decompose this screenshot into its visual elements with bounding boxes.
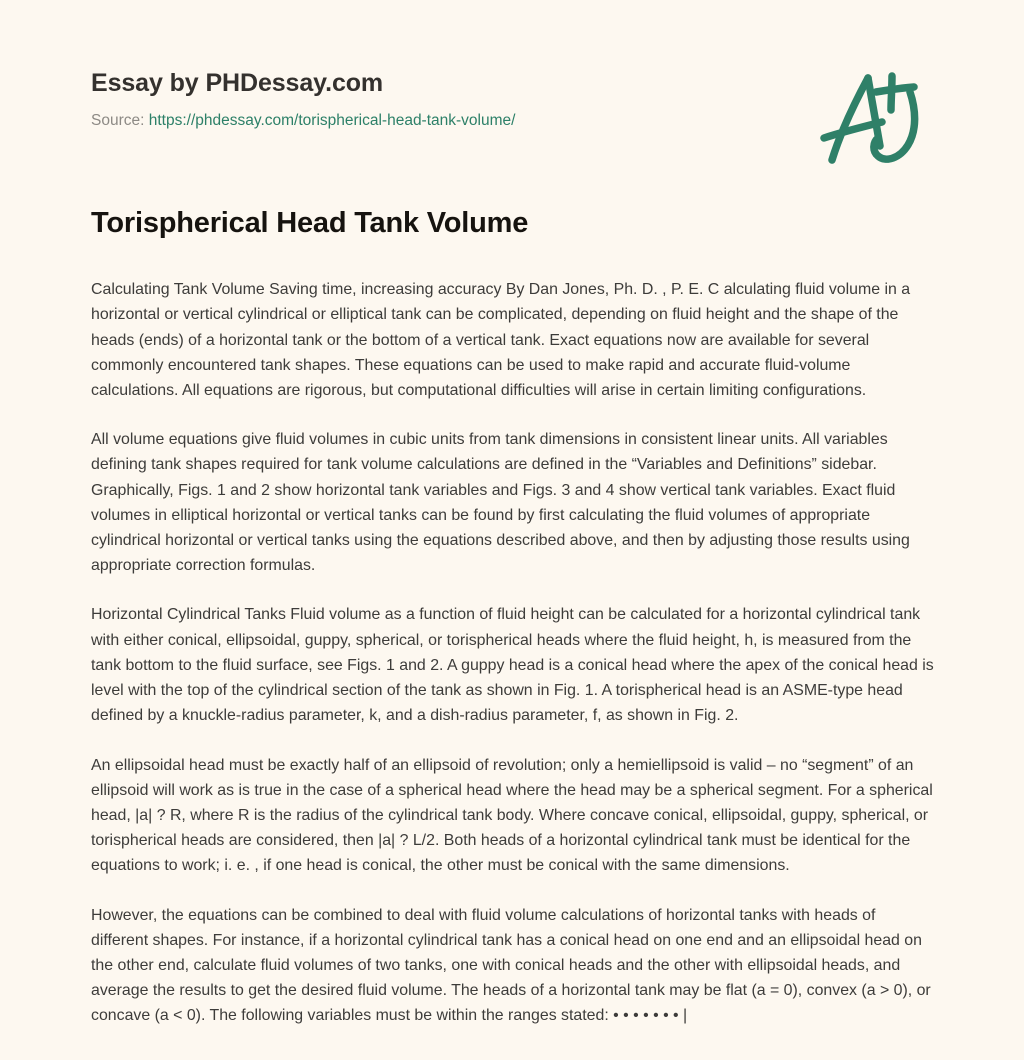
a-plus-logo-icon xyxy=(806,62,928,170)
article-paragraph: An ellipsoidal head must be exactly half of an ellipsoid of revolution; only a hemiellipsoid is valid – no “segment” of an ellipsoid will work as is true in the case of a spherical head where the head may be a spherical segment. For a spherical head, |a| ? R, where R is the radius of the cylindrical tank body. Where concave conical, ellipsoidal, guppy, spherical, or torispherical heads are considered, then |a| ? L/2. Both heads of a horizontal cylindrical tank must be identical for the equations to work; i. e. , if one head is conical, the other must be conical with the same dimensions. xyxy=(91,756,933,875)
brand-title: Essay by PHDessay.com xyxy=(91,69,384,97)
source-label: Source: xyxy=(91,112,145,129)
article-paragraph: Horizontal Cylindrical Tanks Fluid volume as a function of fluid height can be calculated for a horizontal cylindrical tank with either conical, ellipsoidal, guppy, spherical, or torispherical heads where the fluid height, h, is measured from the tank bottom to the fluid surface, see Figs. 1 and 2. A guppy head is a conical head where the apex of the conical head is level with the top of the cylindrical section of the tank as shown in Fig. 1. A torispherical head is an ASME-type head defined by a knuckle-radius parameter, k, and a dish-radius parameter, f, as shown in Fig. 2. xyxy=(91,606,934,725)
article-paragraph: All volume equations give fluid volumes in cubic units from tank dimensions in consistent linear units. All variables defining tank shapes required for tank volume calculations are defined in the “Variables and Definitions” sidebar. Graphically, Figs. 1 and 2 show horizontal tank variables and Figs. 3 and 4 show vertical tank variables. Exact fluid volumes in elliptical horizontal or vertical tanks can be found by first calculating the fluid volumes of appropriate cylindrical horizontal or vertical tanks using the equations described above, and then by adjusting those results using appropriate correction formulas. xyxy=(91,431,910,575)
article-paragraph: Calculating Tank Volume Saving time, increasing accuracy By Dan Jones, Ph. D. , P. E. C alculating fluid volume in a horizontal or vertical cylindrical or elliptical tank can be complicated, depending on fluid height and the shape of the heads (ends) of a horizontal tank or the bottom of a vertical tank. Exact equations now are available for several commonly encountered tank shapes. These equations can be used to make rapid and accurate fluid-volume calculations. All equations are rigorous, but computational difficulties will arise in certain limiting configurations. xyxy=(91,281,911,400)
source-line xyxy=(91,111,731,131)
page-title: Torispherical Head Tank Volume xyxy=(91,207,529,239)
a-plus-logo[interactable] xyxy=(806,62,928,170)
brand-block xyxy=(91,68,731,131)
article xyxy=(91,205,936,1029)
source-url-link[interactable]: https://phdessay.com/torispherical-head-tank-volume/ xyxy=(148,112,516,129)
page-header xyxy=(0,0,1024,190)
article-paragraph: However, the equations can be combined to deal with fluid volume calculations of horizontal tanks with heads of different shapes. For instance, if a horizontal cylindrical tank has a conical head on one end and an ellipsoidal head on the other end, calculate fluid volumes of two tanks, one with conical heads and the other with ellipsoidal heads, and average the results to get the desired fluid volume. The heads of a horizontal tank may be flat (a = 0), convex (a > 0), or concave (a < 0). The following variables must be within the ranges stated: • • • • • • • | xyxy=(91,906,931,1025)
article-body xyxy=(91,277,936,1028)
